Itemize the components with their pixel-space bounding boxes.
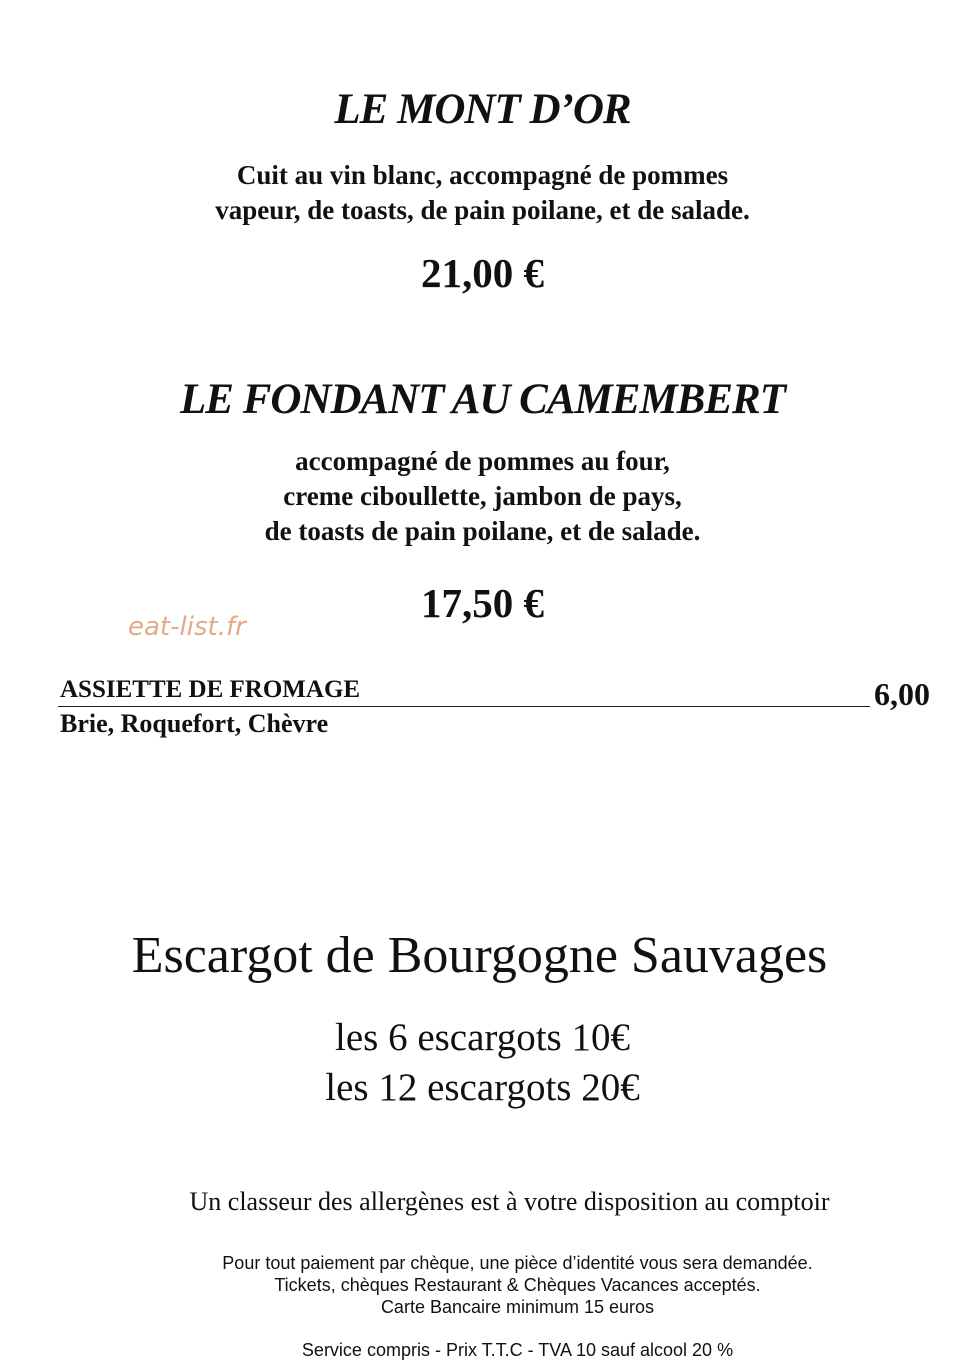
dish-title-fondant-camembert: LE FONDANT AU CAMEMBERT <box>180 376 785 423</box>
allergen-note: Un classeur des allergènes est à votre disposition au comptoir <box>189 1187 830 1216</box>
footer-line: Carte Bancaire minimum 15 euros <box>380 1297 655 1317</box>
dish-price: 17,50 € <box>421 580 544 626</box>
dish-description-line: de toasts de pain poilane, et de salade. <box>264 516 701 546</box>
watermark-text: eat-list.fr <box>128 612 246 642</box>
cheese-divider <box>58 706 870 707</box>
escargot-offer: les 6 escargots 10€ <box>335 1016 630 1059</box>
cheese-plate-title: ASSIETTE DE FROMAGE <box>60 676 361 703</box>
footer-line: Service compris - Prix T.T.C - TVA 10 sauf alcool 20 % <box>301 1340 734 1360</box>
dish-description-line: vapeur, de toasts, de pain poilane, et de salade. <box>215 195 750 225</box>
footer-line: Tickets, chèques Restaurant & Chèques Vacances acceptés. <box>274 1275 761 1295</box>
escargot-title: Escargot de Bourgogne Sauvages <box>131 927 828 984</box>
cheese-list: Brie, Roquefort, Chèvre <box>60 709 329 738</box>
dish-description-line: creme ciboullette, jambon de pays, <box>283 481 682 511</box>
cheese-plate-price: 6,00 <box>874 676 930 712</box>
footer-line: Pour tout paiement par chèque, une pièce d’identité vous sera demandée. <box>222 1253 813 1273</box>
escargot-offer: les 12 escargots 20€ <box>325 1066 640 1109</box>
dish-title-mont-dor: LE MONT D’OR <box>334 86 631 133</box>
dish-description-line: accompagné de pommes au four, <box>295 446 670 476</box>
dish-description-line: Cuit au vin blanc, accompagné de pommes <box>236 160 729 190</box>
dish-price: 21,00 € <box>421 250 544 296</box>
